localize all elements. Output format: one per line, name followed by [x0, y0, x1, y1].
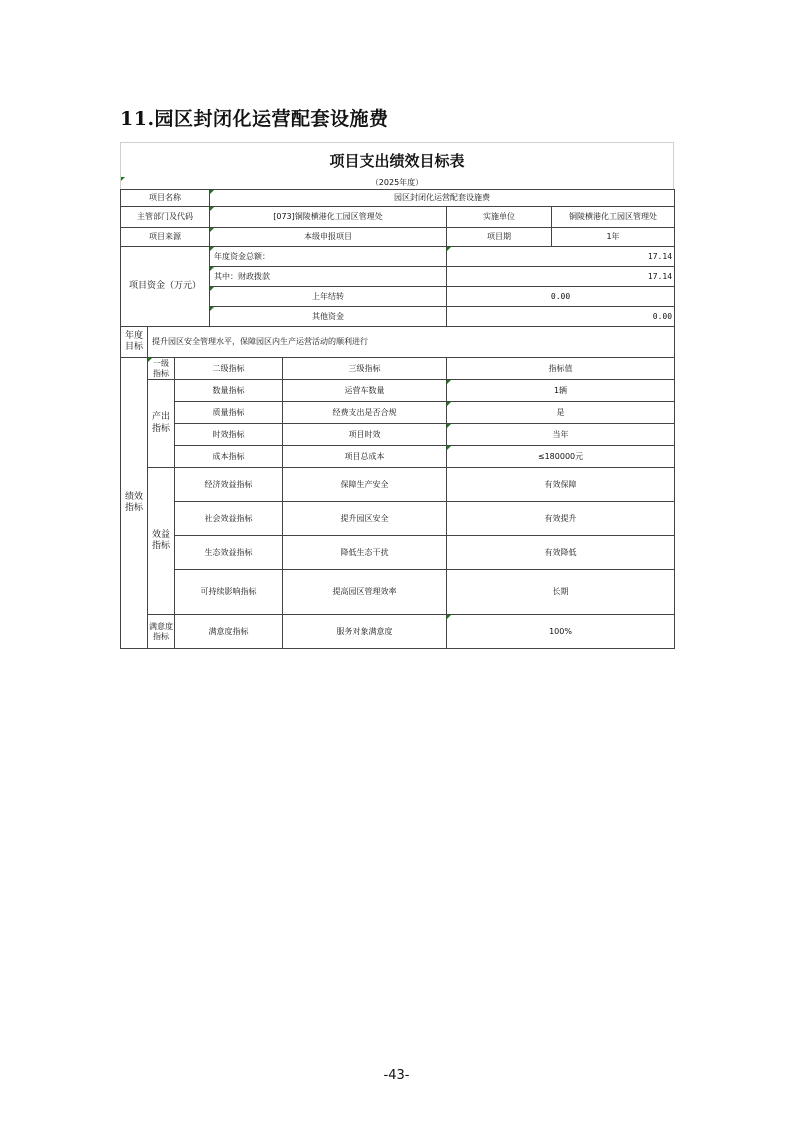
header-level2: 二级指标 [175, 358, 283, 380]
effect-3-value: 长期 [447, 570, 675, 615]
output-3-value: ≤180000元 [447, 446, 675, 468]
row-output-2 [121, 424, 675, 446]
row-effect-2 [121, 536, 675, 570]
row-output-1 [121, 402, 675, 424]
satisfaction-l3: 服务对象满意度 [283, 615, 447, 649]
satisfaction-indicator-label: 满意度指标 [148, 615, 175, 649]
funds-other-label: 其他资金 [210, 307, 447, 327]
funds-fiscal-label: 其中：财政拨款 [210, 267, 447, 287]
output-1-l3: 经费支出是否合规 [283, 402, 447, 424]
performance-table [120, 189, 675, 649]
effect-1-l2: 社会效益指标 [175, 502, 283, 536]
implementer-label: 实施单位 [447, 207, 552, 228]
funds-carry-label: 上年结转 [210, 287, 447, 307]
output-2-l3: 项目时效 [283, 424, 447, 446]
period-value: 1年 [552, 228, 675, 247]
perf-side-label: 绩效指标 [121, 358, 148, 649]
annual-goal-label: 年度目标 [121, 327, 148, 358]
output-3-l2: 成本指标 [175, 446, 283, 468]
satisfaction-l2: 满意度指标 [175, 615, 283, 649]
output-0-l2: 数量指标 [175, 380, 283, 402]
annual-goal-text: 提升园区安全管理水平，保障园区内生产运营活动的顺利进行 [148, 327, 675, 358]
effect-0-l3: 保障生产安全 [283, 468, 447, 502]
page-number: -43- [383, 1068, 410, 1083]
project-name-value: 园区封闭化运营配套设施费 [210, 190, 675, 207]
output-3-l3: 项目总成本 [283, 446, 447, 468]
row-project-name [121, 190, 675, 207]
effect-1-value: 有效提升 [447, 502, 675, 536]
source-label: 项目来源 [121, 228, 210, 247]
section-heading: 11.园区封闭化运营配套设施费 [120, 108, 389, 130]
row-annual-goal [121, 327, 675, 358]
department-label: 主管部门及代码 [121, 207, 210, 228]
output-1-l2: 质量指标 [175, 402, 283, 424]
performance-table-sheet [120, 142, 674, 649]
row-output-0 [121, 380, 675, 402]
effect-1-l3: 提升园区安全 [283, 502, 447, 536]
output-0-value: 1辆 [447, 380, 675, 402]
row-source [121, 228, 675, 247]
effect-2-value: 有效降低 [447, 536, 675, 570]
row-perf-header [121, 358, 675, 380]
header-value: 指标值 [447, 358, 675, 380]
row-effect-0 [121, 468, 675, 502]
row-effect-3 [121, 570, 675, 615]
header-level3: 三级指标 [283, 358, 447, 380]
funds-label: 项目资金（万元） [121, 247, 210, 327]
implementer-value: 铜陵横港化工园区管理处 [552, 207, 675, 228]
department-value: [073]铜陵横港化工园区管理处 [210, 207, 447, 228]
satisfaction-value: 100% [447, 615, 675, 649]
row-output-3 [121, 446, 675, 468]
effect-2-l3: 降低生态干扰 [283, 536, 447, 570]
header-level1: 一级指标 [148, 358, 175, 380]
effect-3-l3: 提高园区管理效率 [283, 570, 447, 615]
funds-other-value: 0.00 [447, 307, 675, 327]
effect-0-l2: 经济效益指标 [175, 468, 283, 502]
table-year: （2025年度） [120, 177, 674, 189]
output-2-value: 当年 [447, 424, 675, 446]
effect-2-l2: 生态效益指标 [175, 536, 283, 570]
output-1-value: 是 [447, 402, 675, 424]
row-effect-1 [121, 502, 675, 536]
period-label: 项目期 [447, 228, 552, 247]
project-name-label: 项目名称 [121, 190, 210, 207]
funds-total-label: 年度资金总额： [210, 247, 447, 267]
row-funds-total [121, 247, 675, 267]
effect-indicator-label: 效益指标 [148, 468, 175, 615]
table-title: 项目支出绩效目标表 [120, 142, 674, 177]
output-0-l3: 运营车数量 [283, 380, 447, 402]
funds-fiscal-value: 17.14 [447, 267, 675, 287]
effect-3-l2: 可持续影响指标 [175, 570, 283, 615]
row-satisfaction [121, 615, 675, 649]
effect-0-value: 有效保障 [447, 468, 675, 502]
funds-total-value: 17.14 [447, 247, 675, 267]
row-department [121, 207, 675, 228]
output-2-l2: 时效指标 [175, 424, 283, 446]
output-indicator-label: 产出指标 [148, 380, 175, 468]
funds-carry-value: 0.00 [447, 287, 675, 307]
source-value: 本级申报项目 [210, 228, 447, 247]
